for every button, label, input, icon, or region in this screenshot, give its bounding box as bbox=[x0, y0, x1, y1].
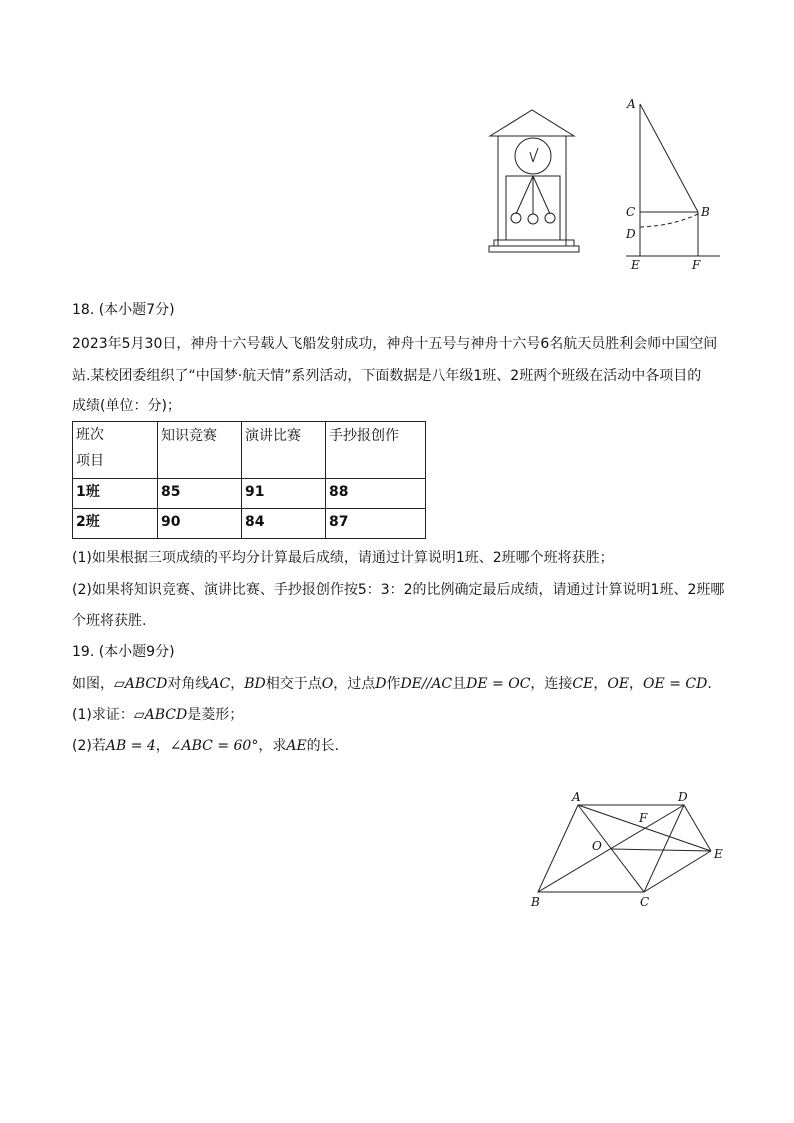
q18-part1: (1)如果根据三项成绩的平均分计算最后成绩，请通过计算说明1班、2班哪个班将获胜； bbox=[72, 550, 614, 566]
row-class-name: 2班 bbox=[73, 509, 158, 539]
label-C: C bbox=[626, 205, 636, 219]
label-A: A bbox=[572, 790, 581, 804]
q18-paragraph-line3: 成绩(单位：分)； bbox=[72, 398, 181, 414]
table-corner-cell bbox=[73, 422, 158, 479]
table-cell: 90 bbox=[158, 509, 242, 539]
label-B: B bbox=[531, 895, 540, 909]
corner-bottom-label: 项目 bbox=[76, 453, 104, 469]
table-header-row bbox=[73, 422, 426, 479]
label-A: A bbox=[627, 97, 636, 111]
q19-part2: (2)若AB = 4，∠ABC = 60°，求AE的长. bbox=[72, 738, 340, 754]
table-cell: 88 bbox=[326, 479, 426, 509]
clock-figure bbox=[486, 106, 582, 254]
q18-paragraph-line2: 站.某校团委组织了“中国梦·航天情”系列活动，下面数据是八年级1班、2班两个班级在活动中各项目的 bbox=[72, 368, 702, 384]
corner-top-label: 班次 bbox=[76, 427, 104, 443]
parallelogram-figure bbox=[526, 788, 730, 912]
table-cell: 87 bbox=[326, 509, 426, 539]
q19-heading: 19. (本小题9分) bbox=[72, 644, 175, 660]
row-class-name: 1班 bbox=[73, 479, 158, 509]
q19-part1: (1)求证：▱ABCD是菱形； bbox=[72, 707, 244, 723]
label-E: E bbox=[714, 847, 723, 861]
table-row bbox=[73, 509, 426, 539]
q18-part2-line2: 个班将获胜. bbox=[72, 613, 147, 629]
label-D: D bbox=[626, 227, 636, 241]
label-F: F bbox=[692, 258, 701, 272]
q19-intro: 如图，▱ABCD对角线AC，BD相交于点O，过点D作DE//AC且DE = OC，连接CE，OE，OE = CD. bbox=[72, 676, 712, 692]
q18-part2-line1: (2)如果将知识竞赛、演讲比赛、手抄报创作按5：3：2的比例确定最后成绩，请通过计算说明1班、2班哪 bbox=[72, 582, 725, 598]
label-E: E bbox=[631, 258, 640, 272]
scores-table bbox=[72, 421, 426, 539]
q18-paragraph-line1: 2023年5月30日，神舟十六号载人飞船发射成功，神舟十五号与神舟十六号6名航天员胜利会师中国空间 bbox=[72, 336, 718, 352]
triangle-arc-figure bbox=[620, 96, 724, 274]
label-C: C bbox=[640, 895, 650, 909]
q18-heading: 18. (本小题7分) bbox=[72, 302, 175, 318]
table-row bbox=[73, 479, 426, 509]
table-cell: 84 bbox=[242, 509, 326, 539]
header-handwritten-paper: 手抄报创作 bbox=[326, 422, 426, 479]
header-speech-contest: 演讲比赛 bbox=[242, 422, 326, 479]
table-cell: 85 bbox=[158, 479, 242, 509]
label-F: F bbox=[639, 811, 648, 825]
table-cell: 91 bbox=[242, 479, 326, 509]
header-knowledge-quiz: 知识竞赛 bbox=[158, 422, 242, 479]
label-O: O bbox=[592, 839, 602, 853]
label-D: D bbox=[678, 790, 688, 804]
label-B: B bbox=[701, 205, 710, 219]
